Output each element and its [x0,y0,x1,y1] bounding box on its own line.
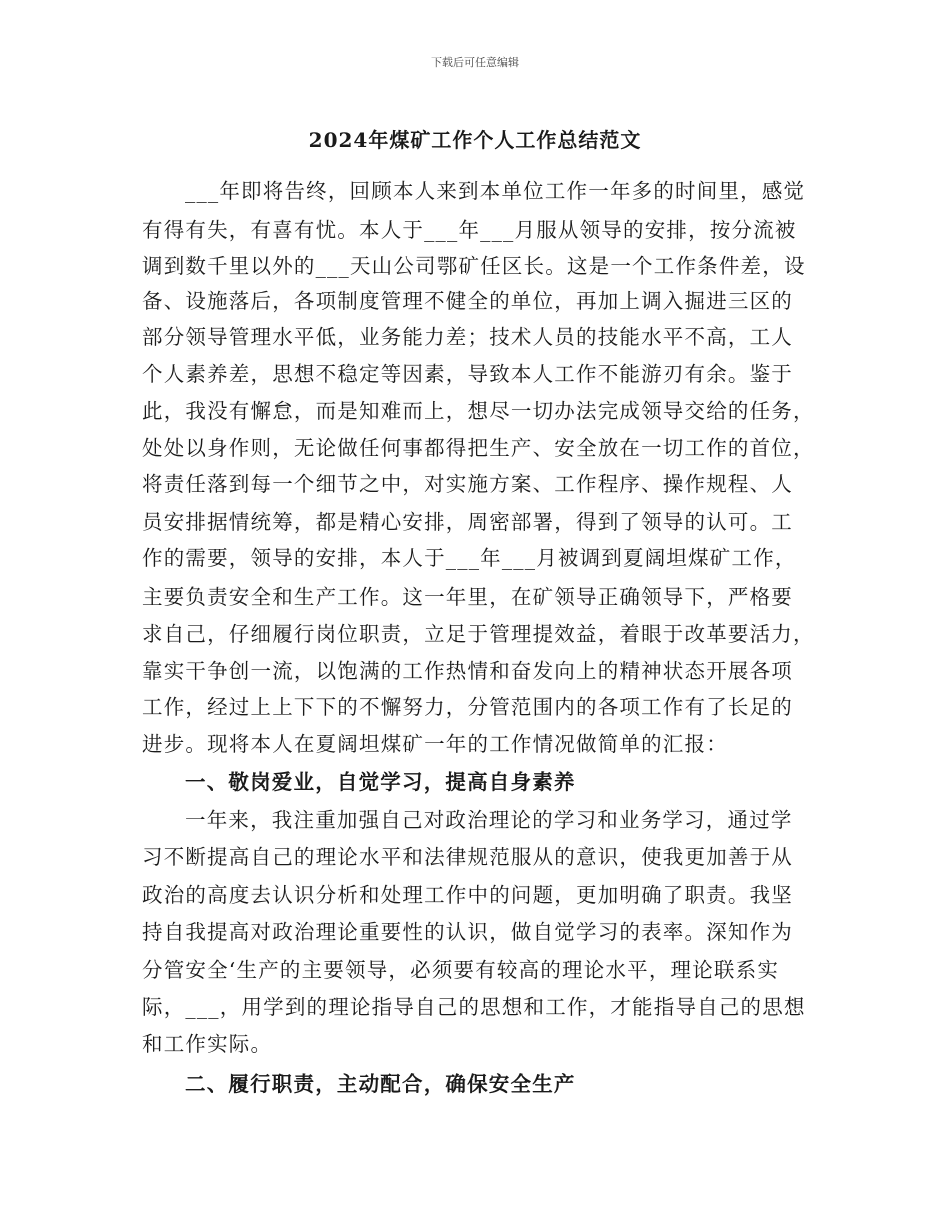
paragraph-line: 有得有失，有喜有忧。本人于___年___月服从领导的安排，按分流被 [142,218,797,242]
paragraph-line: 主要负责安全和生产工作。这一年里，在矿领导正确领导下，严格要 [142,585,793,609]
paragraph-line: 将责任落到每一个细节之中，对实施方案、工作程序、操作规程、人 [142,472,793,496]
section-heading: 二、履行职责，主动配合，确保安全生产 [185,1072,576,1096]
paragraph-line: 求自己，仔细履行岗位职责，立足于管理提效益，着眼于改革要活力， [142,622,815,646]
paragraph-line: 个人素养差，思想不稳定等因素，导致本人工作不能游刃有余。鉴于 [142,362,793,386]
paragraph-line: 持自我提高对政治理论重要性的认识，做自觉学习的表率。深知作为 [142,920,793,944]
paragraph-line: 作的需要，领导的安排，本人于___年___月被调到夏阔坦煤矿工作， [142,546,797,570]
paragraph-line: ___年即将告终，回顾本人来到本单位工作一年多的时间里，感觉 [185,179,806,203]
paragraph-line: 此，我没有懈怠，而是知难而上，想尽一切办法完成领导交给的任务， [142,399,815,423]
paragraph-line: 进步。现将本人在夏阔坦煤矿一年的工作情况做简单的汇报： [142,732,728,756]
page-header-note: 下载后可任意编辑 [431,56,519,69]
paragraph-line: 习不断提高自己的理论水平和法律规范服从的意识，使我更加善于从 [142,845,793,869]
paragraph-line: 政治的高度去认识分析和处理工作中的问题，更加明确了职责。我坚 [142,883,793,907]
document-title: 2024年煤矿工作个人工作总结范文 [308,128,642,152]
paragraph-line: 备、设施落后，各项制度管理不健全的单位，再加上调入掘进三区的 [142,289,793,313]
paragraph-line: 分管安全‘生产的主要领导，必须要有较高的理论水平，理论联系实 [142,958,780,982]
paragraph-line: 靠实干争创一流，以饱满的工作热情和奋发向上的精神状态开展各项 [142,659,793,683]
paragraph-line: 和工作实际。 [142,1032,273,1056]
section-heading: 一、敬岗爱业，自觉学习，提高自身素养 [185,770,576,794]
paragraph-line: 调到数千里以外的___天山公司鄂矿任区长。这是一个工作条件差，设 [142,254,806,278]
paragraph-line: 部分领导管理水平低，业务能力差；技术人员的技能水平不高，工人 [142,325,793,349]
paragraph-line: 一年来，我注重加强自己对政治理论的学习和业务学习，通过学 [185,808,793,832]
paragraph-line: 处处以身作则，无论做任何事都得把生产、安全放在一切工作的首位， [142,436,815,460]
paragraph-line: 际，___，用学到的理论指导自己的思想和工作，才能指导自己的思想 [142,995,806,1019]
paragraph-line: 工作，经过上上下下的不懈努力，分管范围内的各项工作有了长足的 [142,695,793,719]
paragraph-line: 员安排据情统筹，都是精心安排，周密部署，得到了领导的认可。工 [142,510,793,534]
